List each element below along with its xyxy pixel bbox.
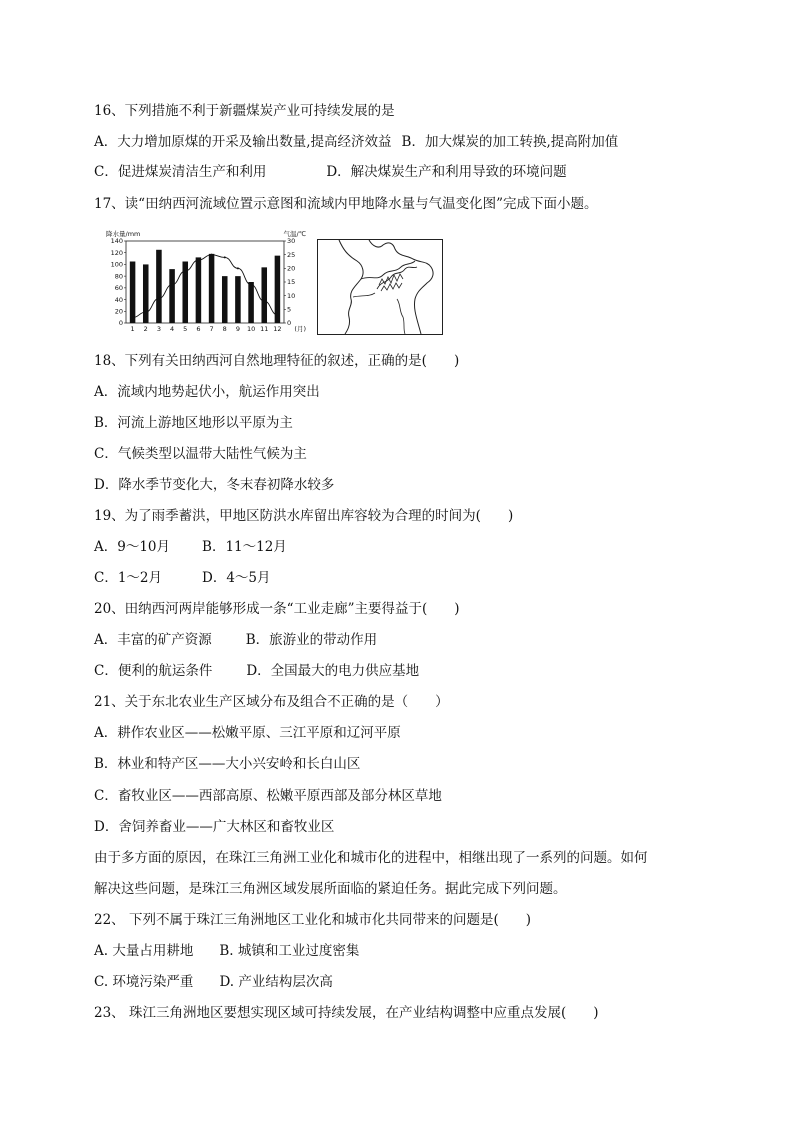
option-b: B．11～12月: [202, 539, 287, 555]
q23-stem: 23、 珠江三角洲地区要想实现区域可持续发展，在产业结构调整中应重点发展( ): [94, 1005, 599, 1021]
x-tick-label: 7: [209, 325, 214, 333]
option-d: D．全国最大的电力供应基地: [246, 663, 420, 679]
q19-stem: 19、为了雨季蓄洪，甲地区防洪水库留出库容较为合理的时间为( ): [94, 508, 514, 524]
q21-stem: 21、关于东北农业生产区域分布及组合不正确的是（ ）: [94, 694, 449, 710]
y-tick-label: 140: [110, 237, 123, 246]
precipitation-bar: [169, 269, 175, 323]
temperature-point: [250, 284, 252, 286]
q21-option-d: D．舍饲养畜业——广大林区和畜牧业区: [94, 819, 335, 835]
option-b: B. 城镇和工业过度密集: [219, 943, 360, 959]
x-tick-label: 2: [143, 325, 148, 333]
q19-options-cd: [94, 569, 271, 587]
q22-options-cd: [94, 973, 333, 991]
option-c: C．促进煤炭清洁生产和利用: [94, 164, 267, 180]
precipitation-bar: [156, 250, 162, 323]
temperature-curve: [133, 255, 278, 318]
option-d: D．4～5月: [202, 570, 271, 586]
q20-stem: 20、田纳西河两岸能够形成一条“工业走廊”主要得益于( ): [94, 601, 460, 617]
intro-paragraph-line-1: 由于多方面的原因，在珠江三角洲工业化和城市化的进程中，相继出现了一系列的问题。如何: [94, 850, 648, 866]
q18-option-d: D．降水季节变化大，冬末春初降水较多: [94, 477, 335, 493]
q16-options-ab: [94, 133, 618, 151]
q18-stem: 18、下列有关田纳西河自然地理特征的叙述，正确的是( ): [94, 353, 460, 369]
precipitation-bar: [143, 264, 149, 323]
precipitation-bar: [130, 262, 136, 324]
option-b: B．旅游业的带动作用: [245, 632, 378, 648]
x-tick-label: 4: [170, 325, 175, 333]
temperature-point: [263, 300, 265, 302]
temperature-point: [237, 267, 239, 269]
y-tick-label: 120: [110, 248, 123, 257]
q21-option-c: C．畜牧业区——西部高原、松嫩平原西部及部分林区草地: [94, 788, 442, 804]
y2-tick-label: 30: [287, 237, 296, 246]
temperature-point: [197, 259, 199, 261]
temperature-line: [132, 254, 279, 319]
q19-options-ab: [94, 538, 287, 556]
option-a: A．丰富的矿产资源: [94, 632, 212, 648]
precipitation-bars: [130, 250, 280, 323]
q20-options-ab: [94, 631, 377, 649]
q22-stem: 22、 下列不属于珠江三角洲地区工业化和城市化共同带来的问题是( ): [94, 912, 532, 928]
q16-options-cd: [94, 163, 567, 181]
x-unit-label: (月): [294, 325, 306, 333]
q18-option-c: C．气候类型以温带大陆性气候为主: [94, 446, 307, 462]
precipitation-bar: [248, 282, 254, 323]
precipitation-bar: [261, 267, 267, 323]
x-tick-label: 6: [196, 325, 201, 333]
q21-option-b: B．林业和特产区——大小兴安岭和长白山区: [94, 756, 361, 772]
q22-options-ab: [94, 942, 359, 960]
y2-axis-label: 气温/℃: [283, 230, 306, 238]
temperature-point: [171, 284, 173, 286]
precipitation-bar: [235, 276, 241, 323]
figure-row: [106, 229, 446, 337]
option-b: B．加大煤炭的加工转换,提高附加值: [401, 134, 619, 150]
x-tick-label: 3: [156, 325, 161, 333]
q21-option-a: A．耕作农业区——松嫩平原、三江平原和辽河平原: [94, 725, 401, 741]
option-a: A. 大量占用耕地: [94, 943, 194, 959]
temperature-point: [132, 317, 134, 319]
temperature-point: [145, 311, 147, 313]
y-tick-label: 100: [110, 260, 123, 269]
q16-stem: 16、下列措施不利于新疆煤炭产业可持续发展的是: [94, 103, 395, 119]
y2-tick-label: 20: [287, 264, 296, 273]
y-tick-label: 0: [118, 319, 123, 328]
plot-frame: [126, 241, 284, 323]
x-tick-label: 11: [260, 325, 269, 333]
option-c: C. 环境污染严重: [94, 974, 194, 990]
option-d: D. 产业结构层次高: [219, 974, 333, 990]
option-c: C．1～2月: [94, 570, 163, 586]
option-a: A．9～10月: [94, 539, 171, 555]
tennessee-basin-map-icon: [317, 239, 443, 335]
temperature-point: [211, 254, 213, 256]
precipitation-bar: [275, 256, 281, 323]
x-tick-label: 12: [273, 325, 282, 333]
y2-tick-label: 0: [287, 319, 292, 328]
q17-stem: 17、读“田纳西河流域位置示意图和流域内甲地降水量与气温变化图”完成下面小题。: [94, 196, 598, 212]
y-tick-label: 80: [114, 272, 123, 281]
q18-option-a: A．流域内地势起伏小，航运作用突出: [94, 384, 320, 400]
y2-tick-label: 5: [287, 305, 292, 314]
temperature-point: [276, 314, 278, 316]
climate-chart: [106, 229, 306, 337]
precipitation-bar: [196, 257, 202, 323]
option-d: D．解决煤炭生产和利用导致的环境问题: [326, 164, 567, 180]
temperature-point: [184, 270, 186, 272]
temperature-point: [224, 256, 226, 258]
x-tick-label: 1: [130, 325, 135, 333]
temperature-point: [158, 297, 160, 299]
option-c: C．便利的航运条件: [94, 663, 213, 679]
y-axis-label: 降水量/mm: [106, 230, 141, 238]
intro-paragraph-line-2: 解决这些问题，是珠江三角洲区域发展所面临的紧迫任务。据此完成下列问题。: [94, 881, 567, 897]
q18-option-b: B．河流上游地区地形以平原为主: [94, 415, 293, 431]
y2-tick-label: 15: [287, 278, 296, 287]
y-tick-label: 60: [114, 284, 123, 293]
q20-options-cd: [94, 662, 419, 680]
precipitation-bar: [222, 276, 228, 323]
precipitation-bar: [209, 254, 215, 323]
x-tick-label: 5: [183, 325, 188, 333]
y2-tick-label: 10: [287, 291, 296, 300]
y-tick-label: 40: [114, 295, 123, 304]
x-tick-label: 8: [222, 325, 227, 333]
option-a: A．大力增加原煤的开采及输出数量,提高经济效益: [94, 134, 392, 150]
x-tick-label: 9: [235, 325, 240, 333]
y2-tick-label: 25: [287, 250, 296, 259]
y-tick-label: 20: [114, 307, 123, 316]
x-tick-label: 10: [246, 325, 256, 333]
